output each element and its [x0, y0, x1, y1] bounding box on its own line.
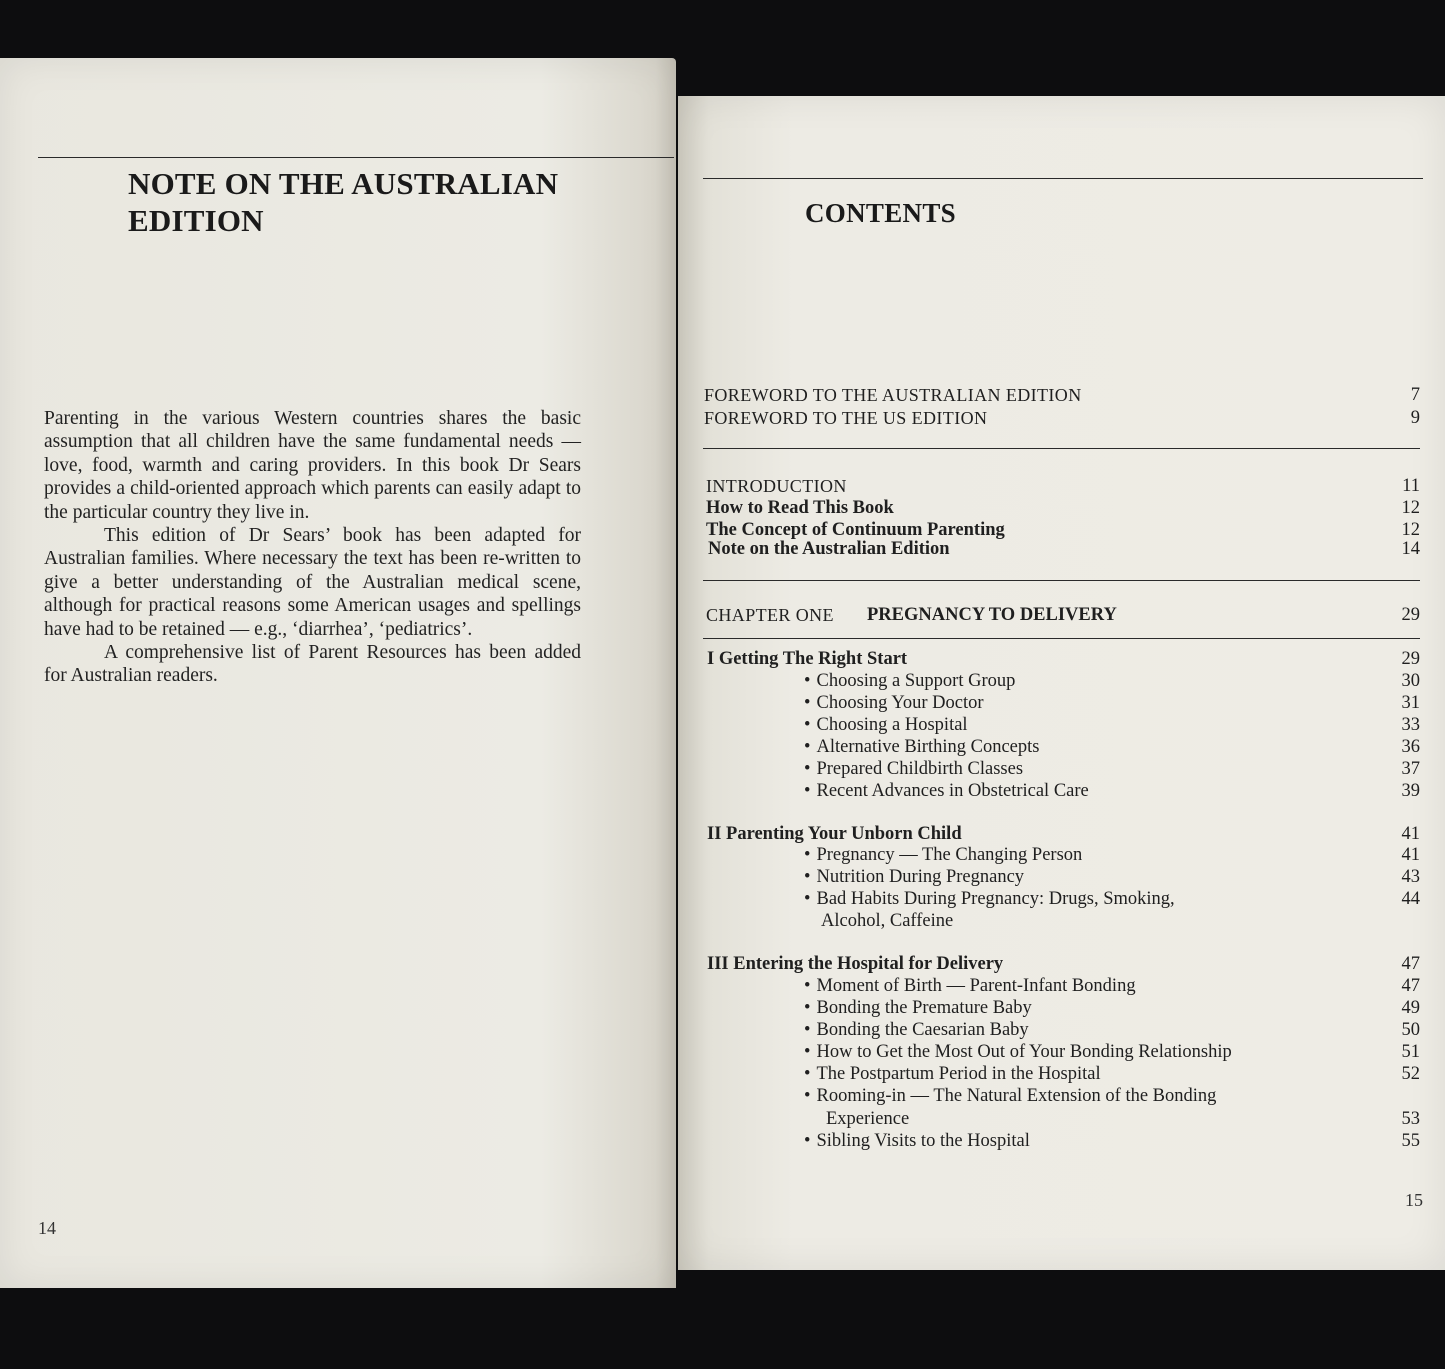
toc-entry-page: 12 — [1401, 520, 1420, 540]
toc-entry — [704, 384, 1420, 406]
toc-entry-page: 30 — [1401, 671, 1420, 691]
toc-entry-text: Choosing a Hospital — [816, 715, 968, 735]
toc-entry — [704, 692, 1420, 714]
bullet-icon: • — [804, 693, 811, 713]
toc-entry-text: Prepared Childbirth Classes — [816, 759, 1024, 779]
toc-entry-page: 33 — [1401, 715, 1420, 735]
chapter-title: PREGNANCY TO DELIVERY — [867, 605, 1117, 625]
toc-entry-page: 51 — [1401, 1042, 1420, 1062]
right-page-number: 15 — [1405, 1190, 1423, 1210]
toc-entry-page: 12 — [1401, 498, 1420, 518]
note-paragraph: A comprehensive list of Parent Resources has been added for Australian readers. — [44, 642, 581, 687]
toc-entry — [704, 670, 1420, 692]
toc-entry-text: The Concept of Continuum Parenting — [706, 520, 1005, 540]
bullet-icon: • — [804, 1131, 811, 1151]
toc-entry-text: Bonding the Caesarian Baby — [816, 1020, 1029, 1040]
toc-entry — [704, 714, 1420, 736]
toc-entry-text: I Getting The Right Start — [707, 649, 908, 669]
toc-entry — [704, 407, 1420, 429]
left-page-number: 14 — [38, 1218, 56, 1238]
bullet-icon: • — [804, 1086, 811, 1106]
toc-entry-page: 9 — [1410, 408, 1420, 428]
bullet-icon: • — [804, 1042, 811, 1062]
toc-entry-text: Choosing Your Doctor — [816, 693, 984, 713]
toc-entry-text: Experience — [826, 1109, 910, 1129]
bullet-icon: • — [804, 781, 811, 801]
toc-entry-text: Recent Advances in Obstetrical Care — [816, 781, 1089, 801]
bullet-icon: • — [804, 1020, 811, 1040]
toc-entry-text: How to Get the Most Out of Your Bonding Relationship — [816, 1042, 1232, 1062]
toc-entry-text: Sibling Visits to the Hospital — [816, 1131, 1030, 1151]
toc-entry — [704, 780, 1420, 802]
bullet-icon: • — [804, 976, 811, 996]
note-title — [128, 165, 608, 239]
bullet-icon: • — [804, 759, 811, 779]
toc-entry — [704, 997, 1420, 1019]
bullet-icon: • — [804, 1064, 811, 1084]
toc-entry-page: 7 — [1410, 385, 1420, 405]
section-divider — [703, 580, 1420, 581]
toc-entry-text: FOREWORD TO THE AUSTRALIAN EDITION — [704, 385, 1082, 405]
toc-entry-text: INTRODUCTION — [706, 476, 847, 496]
toc-entry-text: III Entering the Hospital for Delivery — [707, 954, 1004, 974]
toc-entry — [704, 1085, 1420, 1107]
toc-entry-page: 41 — [1401, 845, 1420, 865]
toc-section-entry — [704, 823, 1420, 845]
section-divider — [703, 638, 1420, 639]
toc-entry-text: Rooming-in — The Natural Extension of the Bonding — [816, 1086, 1217, 1106]
toc-entry-page: 55 — [1401, 1131, 1420, 1151]
toc-entry-page: 11 — [1402, 476, 1420, 496]
toc-entry — [704, 1130, 1420, 1152]
toc-entry-page: 47 — [1401, 976, 1420, 996]
toc-entry-text: Note on the Australian Edition — [708, 539, 950, 559]
toc-chapter-entry — [704, 604, 1420, 626]
toc-entry-text: Choosing a Support Group — [816, 671, 1016, 691]
bullet-icon: • — [804, 867, 811, 887]
toc-entry-page: 50 — [1401, 1020, 1420, 1040]
toc-entry-page: 14 — [1401, 539, 1420, 559]
note-paragraph: This edition of Dr Sears’ book has been adapted for Australian families. Where necessary the text has been re-written to give a better understanding of the Australian medical scene, although for practical reasons some American usages and spellings have had to be retained — e.g., ‘diarrhea’, ‘pediatrics’. — [44, 525, 581, 640]
bullet-icon: • — [804, 737, 811, 757]
toc-entry-continuation — [704, 910, 1420, 932]
toc-section-entry — [704, 953, 1420, 975]
chapter-label: CHAPTER ONE — [706, 605, 834, 625]
note-body — [44, 407, 581, 688]
toc-entry — [704, 1019, 1420, 1041]
contents-title: CONTENTS — [805, 198, 956, 228]
toc-entry-page: 49 — [1401, 998, 1420, 1018]
section-divider — [703, 448, 1420, 449]
toc-entry-page: 36 — [1401, 737, 1420, 757]
toc-entry — [704, 475, 1420, 497]
bullet-icon: • — [804, 845, 811, 865]
toc-section-entry — [704, 648, 1420, 670]
bullet-icon: • — [804, 998, 811, 1018]
toc-entry-page: 29 — [1401, 605, 1420, 625]
toc-entry — [704, 1063, 1420, 1085]
toc-entry — [704, 758, 1420, 780]
toc-entry-page: 41 — [1401, 824, 1420, 844]
toc-entry-page: 53 — [1401, 1109, 1420, 1129]
toc-entry-page: 43 — [1401, 867, 1420, 887]
note-title-line-1: NOTE ON THE AUSTRALIAN — [128, 166, 559, 201]
toc-entry — [704, 538, 1420, 560]
note-title-line-2: EDITION — [128, 203, 264, 238]
toc-entry — [704, 888, 1420, 910]
toc-entry-text: Alcohol, Caffeine — [821, 911, 954, 931]
toc-entry-page: 44 — [1401, 889, 1420, 909]
toc-entry-page: 47 — [1401, 954, 1420, 974]
left-page-top-rule — [38, 157, 674, 158]
toc-entry-page: 31 — [1401, 693, 1420, 713]
toc-entry-page: 29 — [1401, 649, 1420, 669]
toc-entry-text: Bad Habits During Pregnancy: Drugs, Smoking, — [816, 889, 1175, 909]
toc-entry-text: Pregnancy — The Changing Person — [816, 845, 1083, 865]
toc-entry-continuation — [704, 1108, 1420, 1130]
bullet-icon: • — [804, 715, 811, 735]
toc-entry-text: Moment of Birth — Parent-Infant Bonding — [816, 976, 1136, 996]
toc-entry — [704, 736, 1420, 758]
note-paragraph: Parenting in the various Western countries shares the basic assumption that all children have the same fundamental needs — love, food, warmth and caring providers. In this book Dr Sears provides a child-oriented approach which parents can easily adapt to the particular country they live in. — [44, 408, 581, 523]
toc-entry-text: How to Read This Book — [706, 498, 894, 518]
right-page-top-rule — [703, 178, 1423, 179]
toc-entry-text: The Postpartum Period in the Hospital — [816, 1064, 1101, 1084]
toc-entry-text: II Parenting Your Unborn Child — [707, 824, 962, 844]
toc-entry — [704, 844, 1420, 866]
toc-entry — [704, 1041, 1420, 1063]
toc-entry — [704, 497, 1420, 519]
toc-entry — [704, 866, 1420, 888]
toc-entry-page: 52 — [1401, 1064, 1420, 1084]
bullet-icon: • — [804, 889, 811, 909]
toc-entry-page: 39 — [1401, 781, 1420, 801]
toc-entry-text: Bonding the Premature Baby — [816, 998, 1032, 1018]
toc-entry-page: 37 — [1401, 759, 1420, 779]
bullet-icon: • — [804, 671, 811, 691]
toc-entry-text: Nutrition During Pregnancy — [816, 867, 1025, 887]
toc-entry — [704, 975, 1420, 997]
toc-entry-text: Alternative Birthing Concepts — [816, 737, 1040, 757]
toc-entry-text: FOREWORD TO THE US EDITION — [704, 408, 988, 428]
